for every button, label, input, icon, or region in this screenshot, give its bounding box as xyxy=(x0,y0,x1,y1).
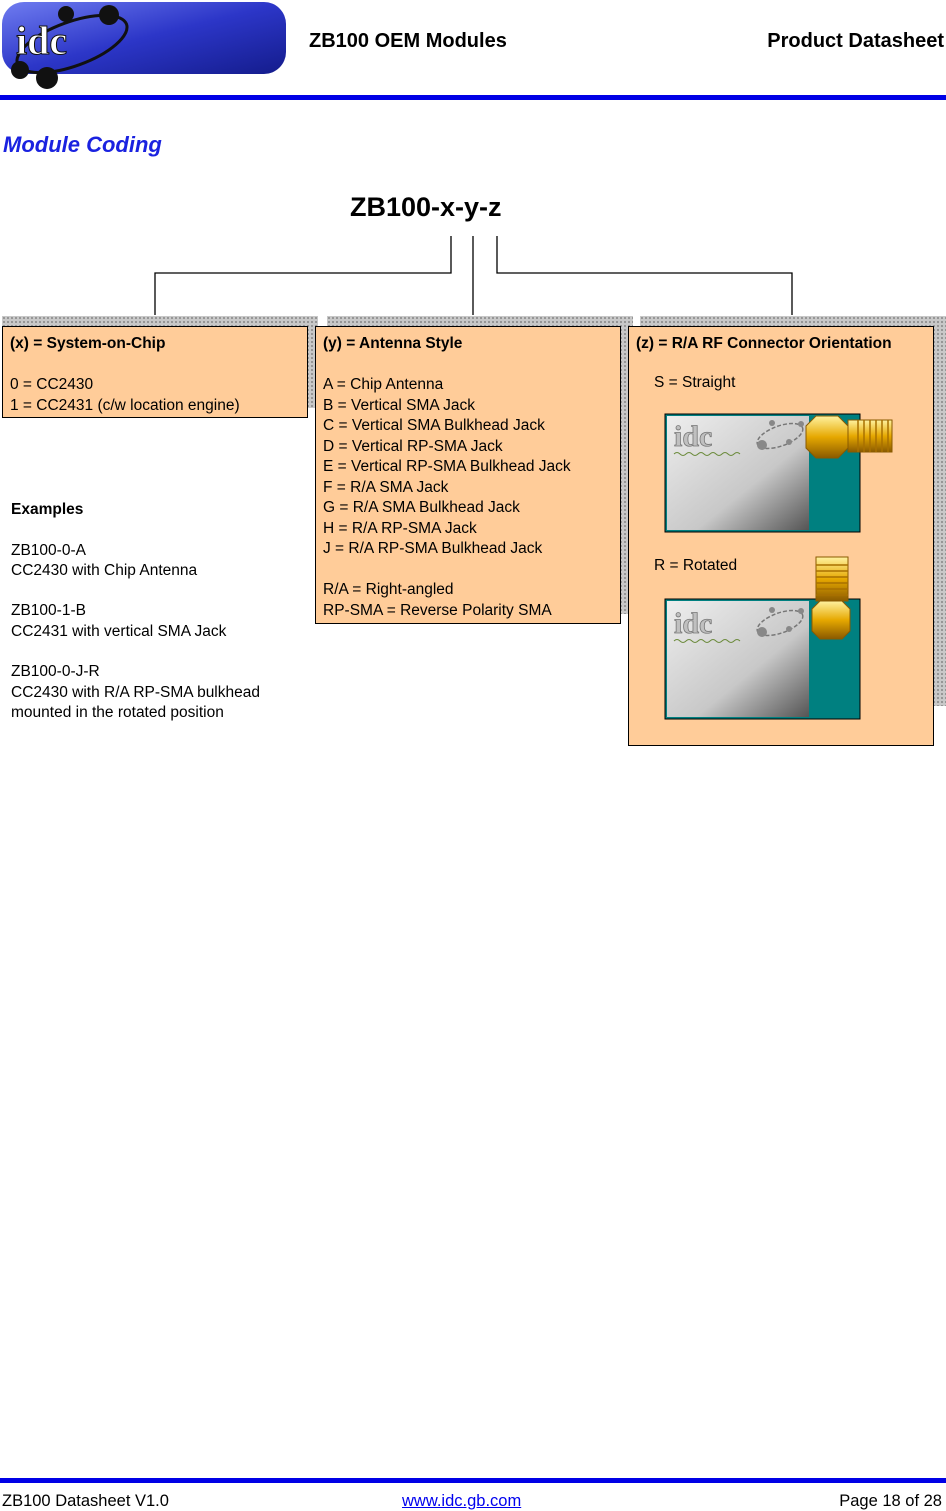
footer-doc-version: ZB100 Datasheet V1.0 xyxy=(2,1492,169,1510)
box-heading: (y) = Antenna Style xyxy=(323,335,463,352)
footer-website-link[interactable]: www.idc.gb.com xyxy=(402,1492,522,1510)
option-line: H = R/A RP-SMA Jack xyxy=(323,519,477,537)
example-desc: CC2430 with R/A RP-SMA bulkhead xyxy=(11,683,260,701)
straight-label: S = Straight xyxy=(654,374,736,391)
example-code: ZB100-1-B xyxy=(11,602,86,620)
option-line: D = Vertical RP-SMA Jack xyxy=(323,437,503,455)
option-line: E = Vertical RP-SMA Bulkhead Jack xyxy=(323,458,571,475)
option-line: 1 = CC2431 (c/w location engine) xyxy=(10,396,240,414)
svg-text:idc: idc xyxy=(674,420,713,453)
svg-text:idc: idc xyxy=(674,607,713,640)
option-line: F = R/A SMA Jack xyxy=(323,478,449,496)
module-rotated-image xyxy=(664,555,896,721)
header-divider xyxy=(0,95,946,100)
option-line: B = Vertical SMA Jack xyxy=(323,396,476,414)
header-doc-type: Product Datasheet xyxy=(767,30,944,52)
example-desc: mounted in the rotated position xyxy=(11,703,224,721)
examples-heading: Examples xyxy=(11,501,84,518)
box-heading: (x) = System-on-Chip xyxy=(10,335,166,352)
option-line: A = Chip Antenna xyxy=(323,376,444,393)
note-line: R/A = Right-angled xyxy=(323,581,454,598)
option-line: G = R/A SMA Bulkhead Jack xyxy=(323,499,520,516)
examples-block xyxy=(11,500,260,723)
system-on-chip-box xyxy=(2,326,308,418)
option-line: 0 = CC2430 xyxy=(10,376,94,393)
example-desc: CC2430 with Chip Antenna xyxy=(11,561,198,579)
header-title: ZB100 OEM Modules xyxy=(309,30,507,52)
box-heading: (z) = R/A RF Connector Orientation xyxy=(636,335,892,352)
svg-text:idc: idc xyxy=(16,18,68,63)
option-line: J = R/A RP-SMA Bulkhead Jack xyxy=(323,540,543,557)
module-straight-image xyxy=(664,412,896,534)
company-logo xyxy=(2,2,286,96)
example-desc: CC2431 with vertical SMA Jack xyxy=(11,622,227,640)
note-line: RP-SMA = Reverse Polarity SMA xyxy=(323,601,552,619)
rotated-label: R = Rotated xyxy=(654,557,738,574)
section-title: Module Coding xyxy=(3,132,162,157)
connector-lines xyxy=(0,230,946,320)
footer-divider xyxy=(0,1478,946,1483)
footer-page-number: Page 18 of 28 xyxy=(839,1492,942,1510)
example-code: ZB100-0-J-R xyxy=(11,663,100,681)
code-pattern: ZB100-x-y-z xyxy=(350,192,502,222)
antenna-style-box xyxy=(315,326,621,624)
example-code: ZB100-0-A xyxy=(11,541,86,559)
option-line: C = Vertical SMA Bulkhead Jack xyxy=(323,417,545,434)
